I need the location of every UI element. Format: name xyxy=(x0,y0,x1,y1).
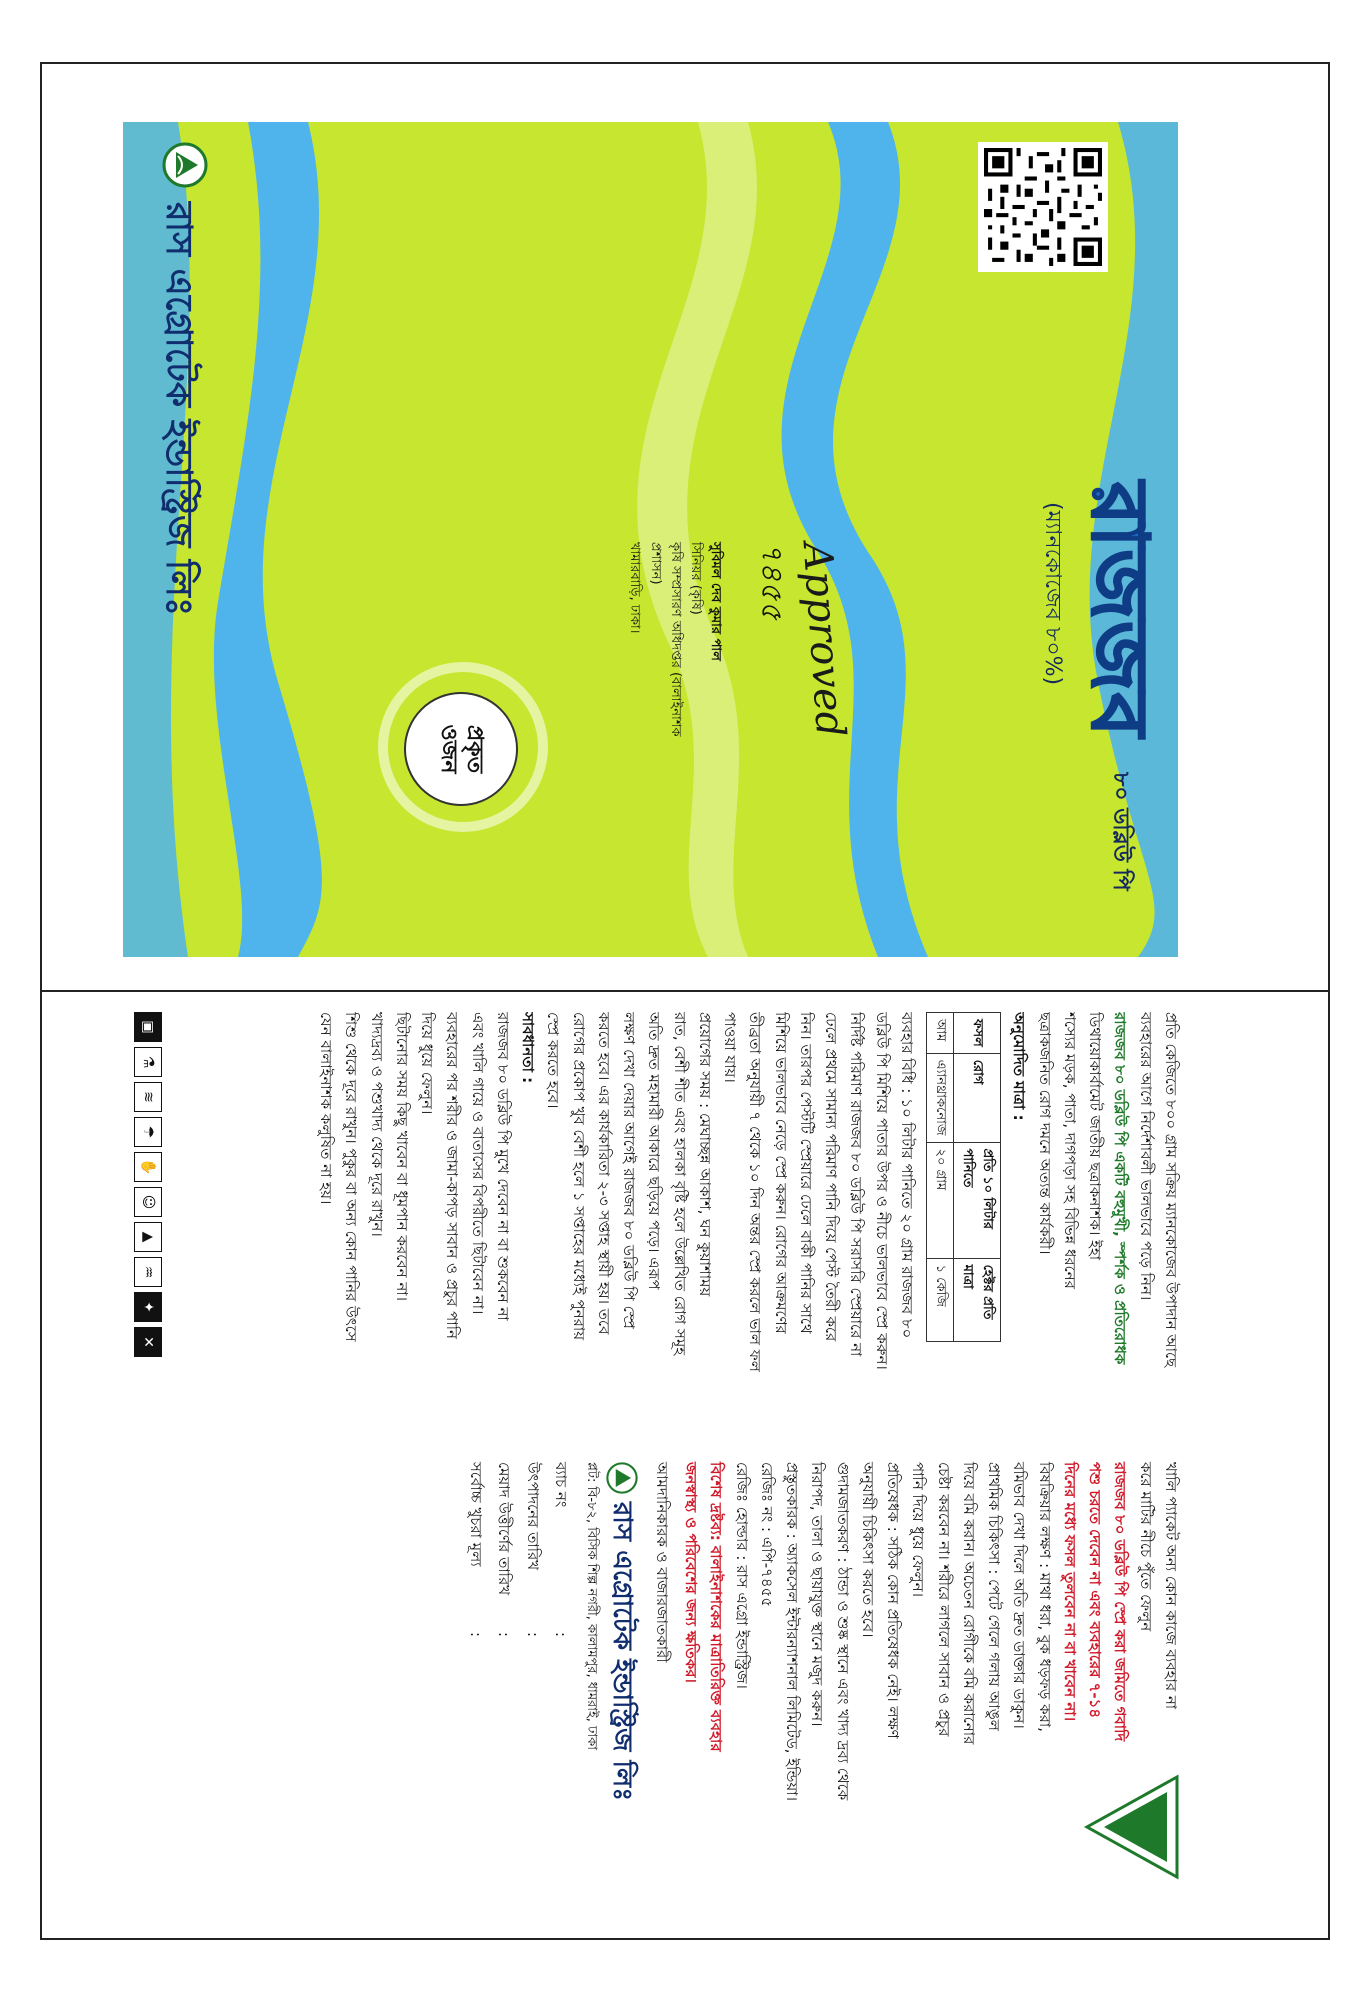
timing-line: লক্ষণ দেখা দেয়ার আগেই রাজজব ৮০ ডব্লিউ পি স্প্রে xyxy=(620,1012,639,1329)
usage-line: ডব্লিউ পি মিশিয়ে পাতার উপর ও নীচে ভালভাবে স্প্রে করুন। xyxy=(872,1012,891,1370)
price-label: সর্বোচ্চ খুচরা মূল্য xyxy=(466,1462,485,1567)
company-address: প্লট: বি-৮২, বিসিক শিল্প নগরী, কালামপুর, ধামরাই, ঢাকা xyxy=(584,1462,600,1750)
dose-table-header: হেক্টর প্রতি মাত্রা xyxy=(953,1258,1000,1341)
disposal-line: করে মাটির নীচে পুঁতে ফেলুন xyxy=(1136,1462,1155,1632)
caution-line: দিয়ে ধুয়ে ফেলুন। xyxy=(418,1012,437,1115)
front-label-panel xyxy=(123,122,1178,957)
antidote-line: অনুযায়ী চিকিৎসা করতে হবে। xyxy=(859,1462,877,1638)
restriction-line: পশু চরতে দেবেন না এবং ব্যবহারের ৭-১৪ xyxy=(1086,1462,1105,1719)
special-note: বিশেষ দ্রষ্টব্য: বালাইনাশকের মাত্রাতিরিক্ত ব্যবহার xyxy=(707,1462,726,1752)
usage-line: নিন। তারপর পেস্টটি স্প্রেয়ারে ঢেলে বাকী পানির সাথে xyxy=(796,1012,815,1334)
back-left-column xyxy=(312,1012,1182,1432)
caution-line: যেন বালাইনাশক কলুষিত না হয়। xyxy=(317,1012,336,1205)
brand-title: রাজজব xyxy=(1074,482,1165,739)
approved-dose-heading: অনুমোদিত মাত্রা : xyxy=(1010,1012,1029,1121)
first-aid-line: চেষ্টা করবেন না। শরীরে লাগলে সাবান ও প্রচুর xyxy=(934,1462,953,1737)
mfg-label: উৎপাদনের তারিখ xyxy=(523,1462,542,1571)
company-name: রাস এগ্রোটেক ইন্ডাস্ট্রিজ লিঃ xyxy=(158,202,199,617)
gloves-pictogram-icon: ✋ xyxy=(134,1152,162,1182)
caution-line: রাজজব ৮০ ডব্লিউ পি মুখে দেবেন না বা শুকবেন না xyxy=(493,1012,512,1321)
manufacturer-line: প্রস্তুতকারক : অ্যাকসেল ইন্টারন্যাশনাল লিমিটেড, ইন্ডিয়া। xyxy=(783,1462,802,1801)
officer-line: কৃষি সম্প্রসারণ অধিদপ্তর (বালাইনাশক প্রশাসন) xyxy=(647,542,683,737)
price-row xyxy=(461,1462,490,1892)
description-line: শস্যের মড়ক, পাতা, দাগপড়া সহ বিভিন্ন ধরনের xyxy=(1061,1012,1079,1289)
timing-line: রোগের প্রকোপ খুব বেশী হলে ১ সপ্তাহের মধ্যেই পুনরায় xyxy=(569,1012,588,1341)
dose-table-cell: এ্যানথ্রাকনোজ xyxy=(926,1053,953,1142)
caution-heading: সাবধানতা : xyxy=(519,1012,538,1084)
caution-line: ব্যবহারের পর শরীর ও জামা-কাপড় সাবান ও প্রচুর পানি xyxy=(443,1012,462,1339)
registration-holder: রেজিঃ হোল্ডার : রাস এগ্রো ইন্ডাস্ট্রিজ। xyxy=(732,1462,751,1689)
animal-pictogram-icon: ✦ xyxy=(134,1292,162,1322)
importer-label: আমদানিকারক ও বাজারজাতকারী xyxy=(653,1462,671,1663)
registration-number: রেজিঃ নং : এপি-৭৪৫৫ xyxy=(758,1462,776,1608)
measure-pictogram-icon: ⚗ xyxy=(134,1047,162,1077)
timing-line: স্প্রে করতে হবে। xyxy=(544,1012,563,1109)
officer-line: সিনিয়র (কৃষি) xyxy=(687,542,703,615)
back-label-panel xyxy=(122,1012,1182,1904)
usage-line: নির্দিষ্ট পরিমাণ রাজজব ৮০ ডব্লিউ পি সরাসরি স্প্রেয়ারে না xyxy=(847,1012,866,1357)
officer-line: খামারবাড়ি, ঢাকা। xyxy=(627,542,643,634)
usage-line: মিশিয়ে ভালভাবে নেড়ে স্প্রে করুন। রোগের আক্রমণের xyxy=(771,1012,790,1334)
approval-number: ৭৪৫৫ xyxy=(754,542,789,620)
description-line: ছত্রাকজনিত রোগ দমনে অত্যন্ত কার্যকরী। xyxy=(1035,1012,1054,1255)
formulation-label: ৮০ ডব্লিউ পি xyxy=(1108,772,1133,891)
mask-pictogram-icon: ☺ xyxy=(134,1187,162,1217)
company-logo-icon xyxy=(162,142,208,188)
restriction-line: রাজজব ৮০ ডব্লিউ পি স্প্রে করা জমিতে গবাদি xyxy=(1111,1462,1130,1742)
caution-line: এবং খালি গায়ে ও বাতাসের বিপরীতে ছিটাবেন না। xyxy=(468,1012,487,1315)
expiry-label: মেয়াদ উত্তীর্ণের তারিখ xyxy=(495,1462,514,1596)
first-aid-line: পানি দিয়ে ধুয়ে ফেলুন। xyxy=(909,1462,928,1597)
usage-line: তীব্রতা অনুযায়ী ৭ থেকে ১০ দিন অন্তর স্প্রে করলে ভাল ফল xyxy=(746,1012,765,1372)
disposal-line: খালি প্যাকেট অন্য কোন কাজে ব্যবহার না xyxy=(1162,1462,1180,1710)
company-logo-icon xyxy=(606,1462,638,1494)
colon: : xyxy=(466,1632,485,1638)
caution-line: শিশু থেকে দূরে রাখুন। পুকুর বা অন্য কোন পানির উৎসে xyxy=(342,1012,361,1342)
dose-table-header: প্রতি ১০ লিটার পানিতে xyxy=(953,1142,1000,1258)
net-weight-label: ওজন xyxy=(436,724,461,774)
generic-name: (ম্যানকোজেব ৮০%) xyxy=(1040,502,1065,686)
dose-table-cell: আম xyxy=(926,1013,953,1054)
mixing-pictogram-icon: ≋ xyxy=(134,1082,162,1112)
caution-line: ছিটানোর সময় কিছু খাবেন বা ধূমপান করবেন না। xyxy=(392,1012,411,1301)
colon: : xyxy=(495,1632,514,1638)
timing-line: করতে হবে। এর কার্যকারিতা ২-৩ সপ্তাহ স্থায়ী হয়। তবে xyxy=(594,1012,613,1335)
expiry-row xyxy=(490,1462,519,1892)
antidote-line: প্রতিষেধক : সঠিক কোন প্রতিষেধক নেই। লক্ষণ xyxy=(884,1462,903,1739)
net-weight-badge xyxy=(404,692,518,806)
usage-line: ঢেলে প্রথমে সামান্য পরিমাণ পানি দিয়ে পেস্ট তৈরী করে xyxy=(822,1012,841,1342)
usage-line: ব্যবহার বিধি : ১০ লিটার পানিতে ২০ গ্রাম রাজজব ৮০ xyxy=(897,1012,916,1339)
description-line: ডিথায়োকার্বামেট জাতীয় ছত্রাকনাশক। ইহা xyxy=(1086,1012,1105,1261)
usage-line: পাওয়া যায়। xyxy=(721,1012,740,1083)
restriction-line: দিনের মধ্যে ফসল তুলবেন না বা খাবেন না। xyxy=(1061,1462,1079,1722)
dose-table-header: রোগ xyxy=(953,1053,1000,1142)
first-aid-line: প্রাথমিক চিকিৎসা : পেটে গেলে গলায় আঙুল xyxy=(985,1462,1004,1731)
fish-pictogram-icon: ✕ xyxy=(134,1327,162,1357)
storage-line: নিরাপদ, তালা ও ছায়াযুক্ত স্থানে মজুদ করুন। xyxy=(808,1462,827,1727)
poison-line: বিষক্রিয়ার লক্ষণ : মাথা ধরা, বুক ধড়ফড় করা, xyxy=(1035,1462,1054,1733)
first-aid-line: দিয়ে বমি করান। অচেতন রোগীকে বমি করানোর xyxy=(960,1462,978,1745)
storage-pictogram-icon: ▣ xyxy=(134,1012,162,1042)
boots-pictogram-icon: ▲ xyxy=(134,1222,162,1252)
company-block xyxy=(601,1462,641,1892)
batch-row xyxy=(547,1462,576,1892)
mfg-row xyxy=(518,1462,547,1892)
timing-line: প্রয়োগের সময় : মেঘাচ্ছন্ন আকাশ, ঘন কুয়াশাময় xyxy=(695,1012,714,1297)
read-instructions: ব্যবহারের আগে নির্দেশাবলী ভালভাবে পড়ে নিন। xyxy=(1136,1012,1155,1301)
pictogram-row xyxy=(134,1012,162,1357)
batch-label: ব্যাচ নং xyxy=(552,1462,571,1508)
colon: : xyxy=(523,1632,542,1638)
storage-line: গুদামজাতকরণ : ঠান্ডা ও শুষ্ক স্থানে এবং খাদ্য দ্রব্য থেকে xyxy=(833,1462,852,1801)
special-note: জনস্বাস্থ্য ও পরিবেশের জন্য ক্ষতিকর। xyxy=(682,1462,701,1683)
colon: : xyxy=(552,1632,571,1638)
approval-stamp xyxy=(627,540,854,782)
brand-title-block xyxy=(1074,482,1165,782)
timing-line: অতি দ্রুত মহামারী আকারে ছড়িয়ে পড়ে। এরূপ xyxy=(645,1012,664,1290)
dose-table-header: ফসল xyxy=(953,1013,1000,1054)
dose-table xyxy=(926,1012,1001,1342)
spray-pictogram-icon: ☂ xyxy=(134,1117,162,1147)
dose-table-cell: ১ কেজি xyxy=(926,1258,953,1341)
government-logo xyxy=(1072,1772,1182,1882)
company-name: রাস এগ্রোটেক ইন্ডাস্ট্রিজ লিঃ xyxy=(606,1502,637,1802)
qr-code-graphic xyxy=(984,148,1102,266)
panel-divider xyxy=(40,990,1330,992)
timing-line: রাত, বেশী শীত এবং হালকা বৃষ্টি হলে উল্লেখিত রোগ সমূহ xyxy=(670,1012,689,1356)
description-line: রাজজব ৮০ ডব্লিউ পি একটি বহুমুখী, স্পর্শক ও প্রতিরোধক xyxy=(1111,1012,1130,1365)
officer-details xyxy=(624,542,725,782)
batch-info xyxy=(461,1462,575,1892)
approval-signature: Approved xyxy=(793,540,854,739)
intro-text: প্রতি কেজিতে ৮০০ গ্রাম সক্রিয় ম্যানকোজেব উপাদান আছে xyxy=(1162,1012,1180,1368)
poison-line: বমিভাব দেখা দিলে অতি দ্রুত ডাক্তার ডাকুন। xyxy=(1010,1462,1029,1729)
net-weight-label: প্রকৃত xyxy=(462,724,488,774)
officer-line: সুবিমল দেব কুমার পাল xyxy=(708,542,723,661)
caution-line: খাদ্যদ্রব্য ও পশুখাদ্য থেকে দূরে রাখুন। xyxy=(367,1012,386,1237)
wash-pictogram-icon: ♒ xyxy=(134,1257,162,1287)
dose-table-cell: ২০ গ্রাম xyxy=(926,1142,953,1258)
qr-code xyxy=(978,142,1108,272)
